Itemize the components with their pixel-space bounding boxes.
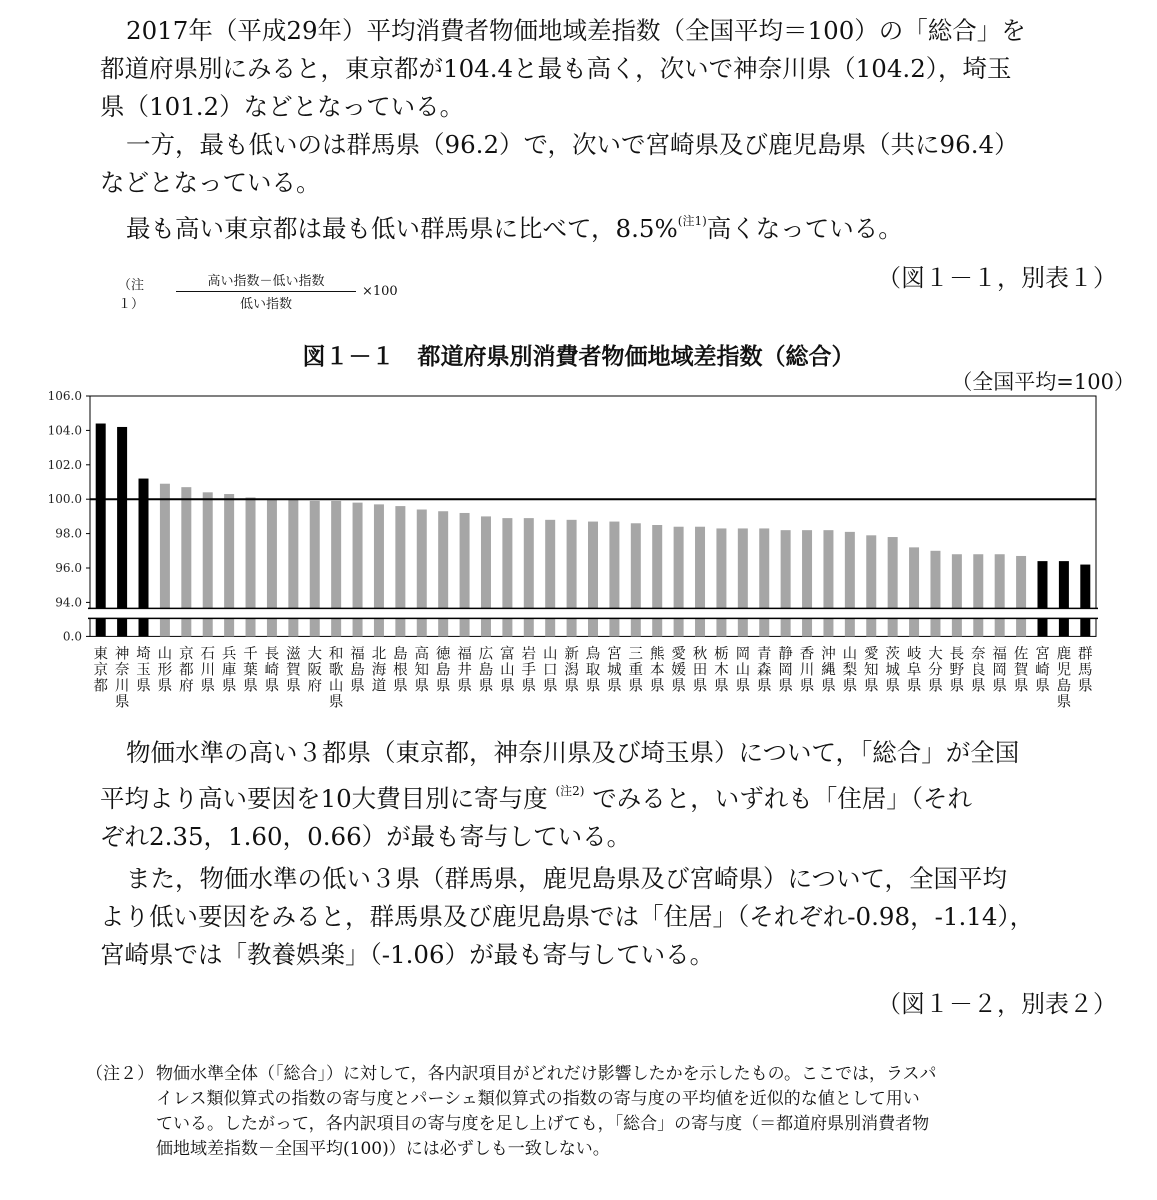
category-label: 玉 [136,662,151,679]
paragraph-3-text: 最も高い東京都は最も低い群馬県に比べて，8.5% [126,214,678,243]
category-label: 県 [799,678,815,695]
category-label: 県 [414,678,430,695]
category-label: 県 [350,678,365,695]
bar [674,527,684,637]
category-label: 賀 [286,662,301,679]
note-2-label: （注２） [86,1064,154,1084]
y-tick-label: 98.0 [55,526,82,541]
bar [716,528,726,636]
bar [738,528,748,636]
paragraph-2-line: 一方，最も低いのは群馬県（96.2）で，次いで宮崎県及び鹿児島県（共に96.4） [126,130,1019,159]
category-label: 熊 [649,646,665,663]
category-label: 県 [756,678,772,695]
bar [1016,556,1026,636]
bar [117,427,127,636]
category-label: 県 [842,678,858,695]
bar [930,551,940,637]
bar [759,528,769,636]
category-label: 福 [457,646,472,663]
category-label: 県 [821,678,836,695]
bar [973,554,983,636]
y-tick-label: 0.0 [62,629,82,644]
paragraph-4-text-end: でみると，いずれも「住居」（それ [592,784,973,813]
paragraph-3-line [100,202,1100,248]
note-1-denominator: 低い指数 [239,297,292,312]
category-label: 県 [393,678,408,695]
category-label: 賀 [1013,662,1029,679]
category-label: 県 [885,678,900,695]
category-label: 県 [1035,678,1050,695]
category-label: 県 [328,694,344,711]
category-label: 県 [157,678,173,695]
paragraph-5-line: また，物価水準の低い３県（群馬県，鹿児島県及び宮崎県）について，全国平均 [126,864,1008,893]
category-label: 東 [93,646,108,663]
note-1-times: ×100 [362,284,398,299]
category-label: 群 [1078,646,1093,663]
category-label: 県 [671,678,686,695]
category-label: 山 [842,646,858,663]
bar [802,530,812,636]
paragraph-4-text: 平均より高い要因を10大費目別に寄与度 [100,784,548,813]
category-label: 都 [93,678,108,695]
category-label: 島 [350,662,365,679]
note-ref-1: (注1) [677,214,707,228]
category-label: 岐 [906,646,922,663]
category-label: 山 [735,662,751,679]
category-label: 島 [435,662,451,679]
category-label: 葉 [243,662,258,679]
category-label: 島 [393,646,408,663]
category-label: 岡 [735,646,751,663]
category-label: 山 [328,678,344,695]
category-label: 県 [136,678,151,695]
bar [1037,561,1047,636]
paragraph-3 [100,202,1100,248]
category-label: 県 [906,678,922,695]
category-label: 佐 [1013,646,1029,663]
category-label: 根 [393,662,408,679]
paragraph-1 [100,12,1100,126]
category-label: 県 [542,678,558,695]
category-label: 木 [714,662,729,679]
category-label: 城 [607,662,622,679]
category-label: 北 [371,646,387,663]
category-label: 県 [714,678,729,695]
bar [823,530,833,636]
note-2-text [156,1062,936,1162]
category-label: 県 [564,678,579,695]
bar [695,527,705,637]
bar [1080,565,1090,637]
category-label: 知 [414,662,430,679]
category-label: 重 [628,662,644,679]
category-label: 富 [500,646,515,663]
category-label: 県 [114,694,130,711]
note-1-fraction [176,270,356,312]
figure-reference-2: （図１－２，別表２） [877,990,1117,1018]
category-label: 取 [585,662,601,679]
category-label: 井 [457,662,472,679]
category-label: 県 [521,678,537,695]
category-label: 宮 [607,646,622,663]
category-label: 石 [200,646,215,663]
axis-break [88,608,1098,618]
category-label: 知 [864,662,879,679]
category-label: 阪 [307,662,322,679]
category-label: 香 [799,646,815,663]
category-label: 県 [457,678,472,695]
category-label: 茨 [885,646,900,663]
category-label: 滋 [286,646,301,663]
note-ref-2: (注2) [555,784,585,798]
figure-reference-1: （図１－１，別表１） [877,264,1117,292]
y-tick-label: 96.0 [55,561,82,575]
category-label: 県 [500,678,515,695]
paragraph-1-line: 2017年（平成29年）平均消費者物価地域差指数（全国平均＝100）の「総合」を [126,16,1026,45]
category-label: 県 [243,678,258,695]
category-label: 福 [350,646,365,663]
paragraph-4-line [100,772,1100,818]
category-label: 秋 [692,646,708,663]
category-label: 県 [286,678,301,695]
category-label: 川 [114,678,130,695]
category-label: 長 [949,646,965,663]
category-label: 崎 [1035,662,1050,679]
note-1-label: （注１） [118,278,145,312]
category-label: 福 [992,646,1007,663]
category-label: 愛 [671,646,686,663]
y-tick-label: 102.0 [47,457,82,472]
category-label: 京 [93,662,108,679]
category-label: 県 [864,678,879,695]
category-label: 岡 [778,662,793,679]
category-label: 徳 [435,646,451,663]
category-label: 口 [542,662,558,679]
category-label: 鹿 [1056,646,1072,663]
category-label: 県 [649,678,665,695]
note-2-line: 価地域差指数－全国平均(100)）には必ずしも一致しない。 [156,1139,610,1159]
y-tick-label: 100.0 [47,492,82,507]
category-label: 都 [179,662,194,679]
category-label: 府 [307,678,322,695]
category-label: 田 [692,662,708,679]
category-label: 形 [157,662,173,679]
category-label: 馬 [1078,662,1093,679]
figure-title: 図１－１ 都道府県別消費者物価地域差指数（総合） [302,344,855,370]
category-label: 大 [307,646,322,663]
paragraph-5-line: 宮崎県では「教養娯楽」（-1.06）が最も寄与している。 [100,940,715,969]
category-label: 大 [928,646,943,663]
paragraph-4-line: ぞれ2.35，1.60，0.66）が最も寄与している。 [100,822,632,851]
category-label: 宮 [1035,646,1050,663]
category-label: 城 [885,662,900,679]
category-label: 静 [778,646,793,663]
category-label: 青 [756,646,772,663]
category-label: 県 [778,678,793,695]
category-label: 島 [1056,678,1072,695]
category-label: 県 [478,678,494,695]
category-label: 愛 [864,646,879,663]
category-label: 山 [157,646,173,663]
paragraph-3-text-end: 高くなっている。 [706,214,903,243]
category-label: 潟 [564,662,579,679]
bar [845,532,855,637]
paragraph-5-line: より低い要因をみると，群馬県及び鹿児島県では「住居」（それぞれ-0.98，-1.14）， [100,902,1035,931]
category-label: 鳥 [585,646,601,663]
category-label: 阜 [906,662,922,679]
category-label: 県 [1056,694,1072,711]
category-label: 県 [435,678,451,695]
bar [1059,561,1069,636]
category-label: 海 [371,662,387,679]
category-label: 和 [328,646,344,663]
paragraph-4 [100,734,1100,856]
category-label: 岡 [992,662,1007,679]
category-label: 神 [114,646,130,663]
note-2-line: イレス類似算式の指数の寄与度とパーシェ類似算式の指数の寄与度の平均値を近似的な値として用い [156,1089,920,1109]
category-label: 県 [735,678,751,695]
category-label: 児 [1056,662,1072,679]
bar [952,554,962,636]
category-label: 府 [179,678,194,695]
category-label: 県 [992,678,1007,695]
category-label: 新 [564,646,579,663]
regional-price-chart [0,388,1157,718]
category-label: 県 [928,678,943,695]
paragraph-2-line: などとなっている。 [100,168,321,197]
category-label: 山 [542,646,558,663]
note-2-line: ている。したがって，各内訳項目の寄与度を足し上げても，「総合」の寄与度（＝都道府県別消費者物 [156,1114,930,1134]
category-label: 媛 [671,662,686,679]
paragraph-1-line: 県（101.2）などとなっている。 [100,92,465,121]
category-label: 県 [264,678,280,695]
y-tick-label: 106.0 [47,389,82,403]
national-average-note: （全国平均=100） [951,370,1135,394]
bar [995,554,1005,636]
category-label: 庫 [221,662,237,679]
bar [781,530,791,636]
category-label: 長 [264,646,280,663]
bar [909,547,919,636]
category-label: 野 [949,662,965,679]
category-label: 県 [200,678,215,695]
category-label: 川 [200,662,215,679]
bar [609,522,619,637]
paragraph-5 [100,860,1100,974]
note-1-numerator: 高い指数－低い指数 [176,270,356,292]
y-tick-label: 94.0 [55,595,82,610]
category-label: 手 [521,662,537,679]
category-label: 県 [692,678,708,695]
bar [652,525,662,636]
category-label: 道 [371,678,387,695]
category-label: 岩 [521,646,537,663]
category-label: 島 [478,662,494,679]
category-label: 梨 [842,662,858,679]
bar [588,522,598,637]
category-label: 県 [628,678,644,695]
category-label: 森 [756,662,772,679]
category-label: 奈 [971,646,986,663]
category-label: 崎 [264,662,280,679]
category-label: 県 [607,678,622,695]
category-label: 三 [628,646,644,663]
category-label: 本 [649,662,665,679]
category-label: 歌 [328,662,344,679]
bar [888,537,898,636]
bar [631,523,641,636]
paragraph-2 [100,126,1100,202]
category-label: 栃 [714,646,729,663]
category-label: 奈 [114,662,130,679]
category-label: 広 [478,646,494,663]
category-label: 縄 [821,662,836,679]
bar [866,535,876,636]
category-label: 県 [221,678,237,695]
category-label: 高 [414,646,430,663]
category-label: 京 [179,646,194,663]
category-label: 県 [1078,678,1093,695]
category-label: 良 [971,662,986,679]
category-label: 千 [243,646,258,663]
category-label: 県 [971,678,986,695]
category-label: 川 [799,662,815,679]
category-label: 県 [585,678,601,695]
bar [96,424,106,637]
category-label: 分 [928,662,943,679]
category-label: 沖 [821,646,836,663]
y-tick-label: 104.0 [47,423,82,438]
category-label: 山 [500,662,515,679]
note-2-line: 物価水準全体（「総合」）に対して，各内訳項目がどれだけ影響したかを示したもの。ここでは，ラスパ [156,1064,937,1084]
category-label: 埼 [136,646,151,663]
paragraph-1-line: 都道府県別にみると，東京都が104.4と最も高く，次いで神奈川県（104.2），埼玉 [100,54,1012,83]
category-label: 県 [1013,678,1029,695]
category-label: 兵 [221,646,237,663]
paragraph-4-line: 物価水準の高い３都県（東京都，神奈川県及び埼玉県）について，「総合」が全国 [126,738,1020,767]
category-label: 県 [949,678,965,695]
